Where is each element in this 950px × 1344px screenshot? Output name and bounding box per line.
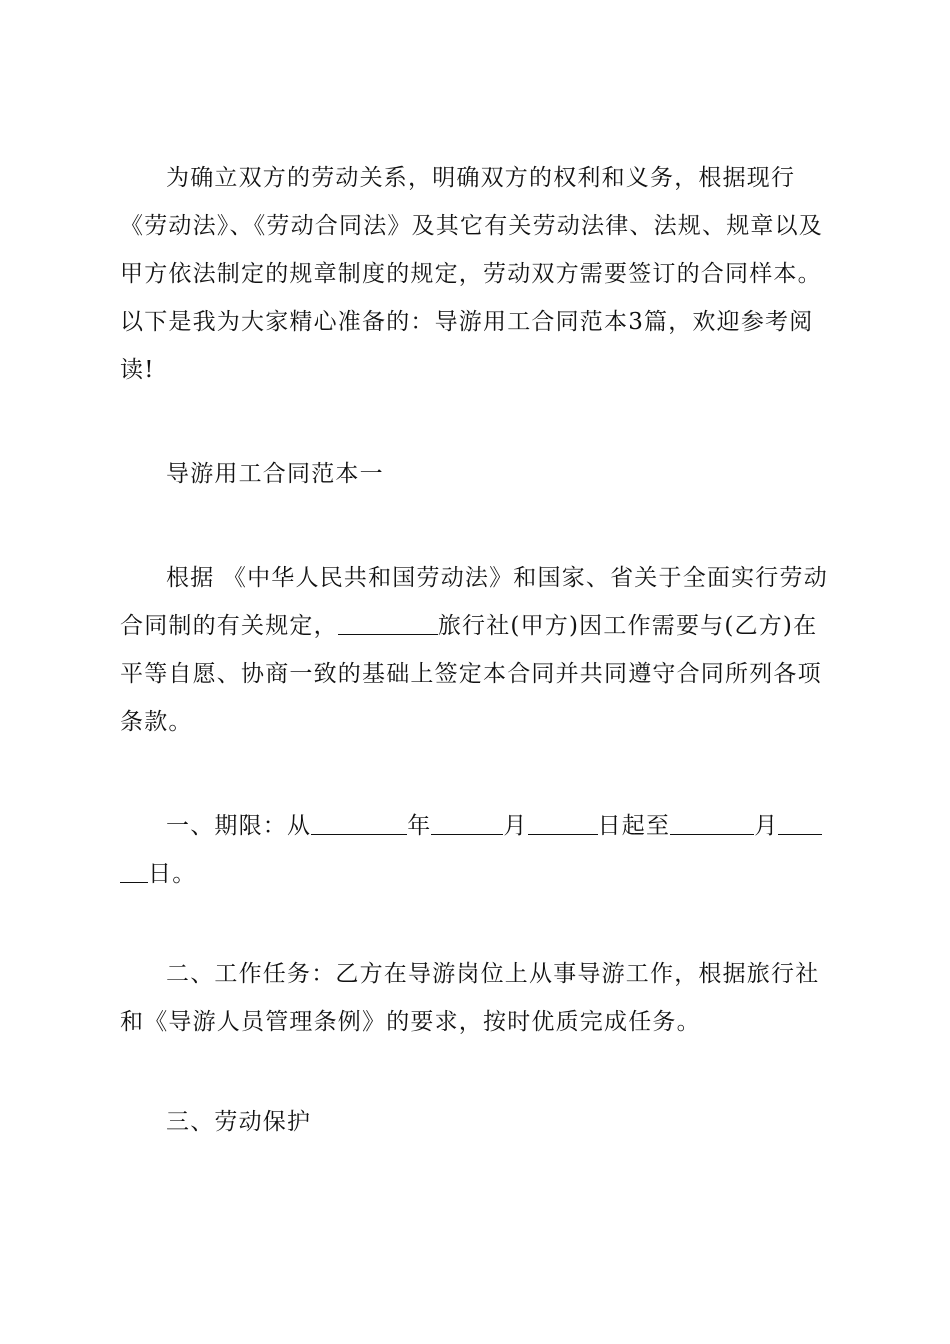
start-day-blank	[528, 812, 598, 835]
start-year-blank	[311, 812, 407, 835]
term-month-label: 月	[503, 813, 528, 839]
end-day-blank-part1	[778, 812, 822, 835]
agency-name-blank	[338, 612, 438, 635]
section-title: 导游用工合同范本一	[166, 461, 384, 487]
basis-paragraph	[120, 554, 832, 746]
basis-text-2: 旅行社(甲方)因工作需要与(乙方)在平等自愿、协商一致的基础上签定本合同并共同遵守合同所列各项条款。	[120, 613, 822, 735]
end-day-blank-part2	[120, 860, 148, 883]
term-day-end-label: 日。	[148, 861, 197, 887]
intro-paragraph: 为确立双方的劳动关系，明确双方的权利和义务，根据现行《劳动法》、《劳动合同法》及其它有关劳动法律、法规、规章以及甲方依法制定的规章制度的规定，劳动双方需要签订的合同样本。以下是我为大家精心准备的：导游用工合同范本3篇，欢迎参考阅读!	[120, 165, 823, 383]
term-year-label: 年	[407, 813, 432, 839]
protection-heading: 三、劳动保护	[166, 1109, 312, 1135]
term-paragraph	[120, 802, 832, 898]
term-month-end-label: 月	[754, 813, 779, 839]
end-month-blank-lead	[670, 812, 754, 835]
term-day-from-label: 日起至	[597, 813, 671, 839]
duty-paragraph: 二、工作任务：乙方在导游岗位上从事导游工作，根据旅行社和《导游人员管理条例》的要求，按时优质完成任务。	[120, 961, 820, 1035]
basis-text-1: 根据 《中华人民共和国劳动法》和国家、省关于全面实行劳动合同制的有关规定，	[120, 565, 828, 639]
term-prefix: 一、期限：从	[166, 813, 312, 839]
start-month-blank	[431, 812, 503, 835]
